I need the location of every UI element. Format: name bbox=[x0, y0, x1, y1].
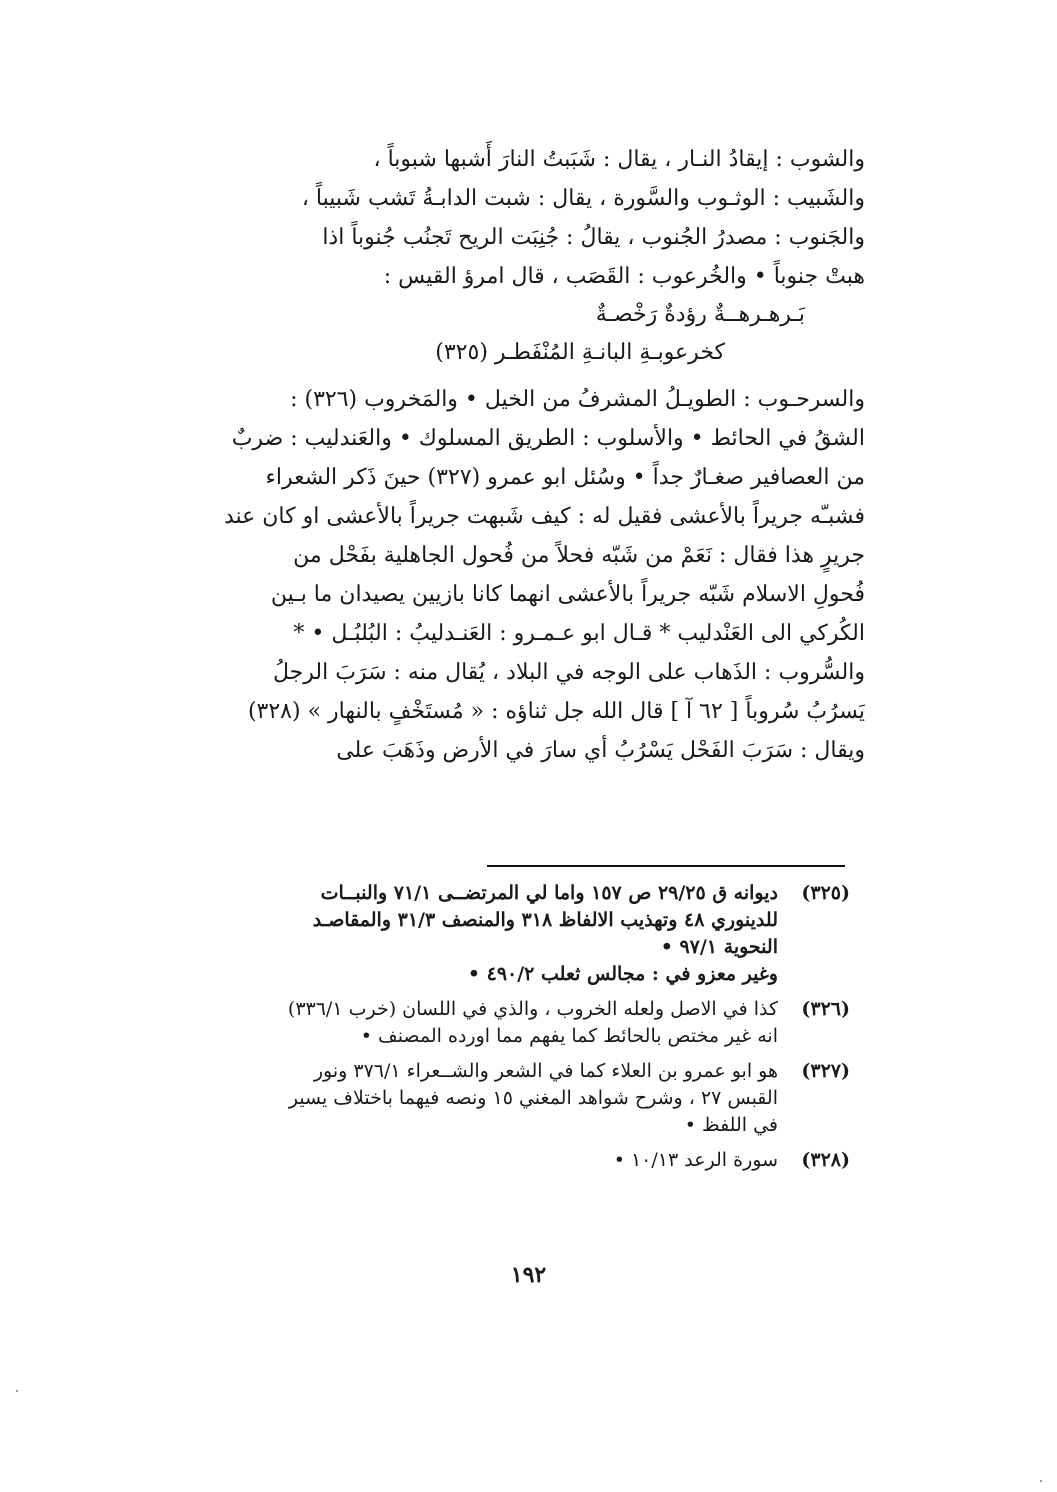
footnote-line: للدينوري ٤٨ وتهذيب الالفاظ ٣١٨ والمنصف ٣١/٣ والمقاصـد bbox=[312, 909, 778, 931]
footnote-line: وغير معزو في : مجالس ثعلب ٤٩٠/٢ • bbox=[467, 963, 778, 985]
text-line: الكُركي الى العَنْدليب * قـال ابو عـمـرو : العَنـدليبُ : البُلبُـل • * bbox=[293, 621, 865, 646]
text-line: فُحولِ الاسلام شَبّه جريراً بالأعشى انهما كانا بازيين يصيدان ما بـين bbox=[270, 582, 865, 607]
text-line: هبتْ جنوباً • والخُرعوب : القَصَب ، قال امرؤ القيس : bbox=[383, 264, 865, 289]
footnote-line: هو ابو عمرو بن العلاء كما في الشعر والشــعراء ٣٧٦/١ ونور bbox=[313, 1060, 778, 1082]
footnote bbox=[180, 1058, 850, 1139]
footnote-number: (٣٢٦) bbox=[801, 998, 850, 1020]
footnote-text bbox=[180, 880, 778, 988]
footnote-text bbox=[180, 996, 778, 1050]
text-line: جريرٍ هذا فقال : نَعَمْ من شَبّه فحلاً من فُحول الجاهلية بفَحْل من bbox=[293, 543, 865, 568]
text-line: والشَبيب : الوثـوب والسَّورة ، يقال : شبت الدابـةُ تَشب شَبيباً ، bbox=[301, 186, 865, 211]
footnote-line: ديوانه ق ٢٩/٢٥ ص ١٥٧ واما لي المرتضــى ٧١/١ والنبــات bbox=[320, 882, 778, 904]
scan-speck bbox=[1040, 1480, 1042, 1482]
footnotes bbox=[180, 880, 850, 1182]
text-line: يَسرُبُ سُروباً [ ٦٢ آ ] قال الله جل ثناؤه : « مُستَخْفٍ بالنهار » (٣٢٨) bbox=[247, 699, 865, 724]
footnote-line: سورة الرعد ١٠/١٣ • bbox=[613, 1149, 778, 1171]
text-line: والسُّروب : الذَهاب على الوجه في البلاد ، يُقال منه : سَرَبَ الرجلُ bbox=[273, 660, 865, 685]
page-number: ١٩٢ bbox=[510, 1262, 547, 1288]
footnote bbox=[180, 1147, 850, 1174]
text-line: الشقُ في الحائط • والأسلوب : الطريق المسلوك • والعَندليب : ضربٌ bbox=[231, 426, 865, 451]
text-line: ويقال : سَرَبَ الفَحْل يَسْرُبُ أي سارَ في الأرض وذَهَبَ على bbox=[336, 738, 865, 763]
footnote-line: انه غير مختص بالحائط كما يفهم مما اورده المصنف • bbox=[360, 1025, 778, 1047]
text-line: والسرحـوب : الطويـلُ المشرفُ من الخيل • والمَخروب (٣٢٦) : bbox=[290, 387, 865, 412]
footnote bbox=[180, 996, 850, 1050]
footnote-line: كذا في الاصل ولعله الخروب ، والذي في اللسان (خرب ٣٣٦/١) bbox=[287, 998, 778, 1020]
footnote-line: النحوية ٩٧/١ • bbox=[660, 936, 778, 958]
scan-speck bbox=[16, 1390, 18, 1392]
text-line: والشوب : إيقادُ النـار ، يقال : شَبَبتُ النارَ أَشبها شبوباً ، bbox=[373, 147, 865, 172]
verse-line-2: كخرعوبـةِ البانـةِ المُنْفَطـر (٣٢٥) bbox=[435, 340, 725, 365]
footnote bbox=[180, 880, 850, 988]
verse-line-1: بَـرهـرهــةٌ رؤدةٌ رَخْصـةٌ bbox=[595, 302, 805, 327]
footnote-number: (٣٢٥) bbox=[801, 882, 850, 904]
footnote-text bbox=[180, 1147, 778, 1174]
text-line: من العصافير صغـارٌ جداً • وسُئل ابو عمرو (٣٢٧) حينَ ذَكر الشعراء bbox=[265, 465, 865, 490]
footnote-number: (٣٢٧) bbox=[801, 1060, 850, 1082]
footnote-line: القبس ٢٧ ، وشرح شواهد المغني ١٥ ونصه فيهما باختلاف يسير bbox=[288, 1087, 778, 1109]
text-line: والجَنوب : مصدرُ الجُنوب ، يقالُ : جُنِبَت الريح تَجنُب جُنوباً اذا bbox=[322, 225, 865, 250]
main-text bbox=[185, 140, 865, 770]
footnote-separator bbox=[487, 865, 845, 867]
footnote-text bbox=[180, 1058, 778, 1139]
text-line: فشبـّه جريراً بالأعشى فقيل له : كيف شَبهت جريراً بالأعشى او كان عند bbox=[223, 504, 865, 529]
footnote-number: (٣٢٨) bbox=[801, 1149, 850, 1171]
footnote-line: في اللفظ • bbox=[684, 1114, 778, 1136]
